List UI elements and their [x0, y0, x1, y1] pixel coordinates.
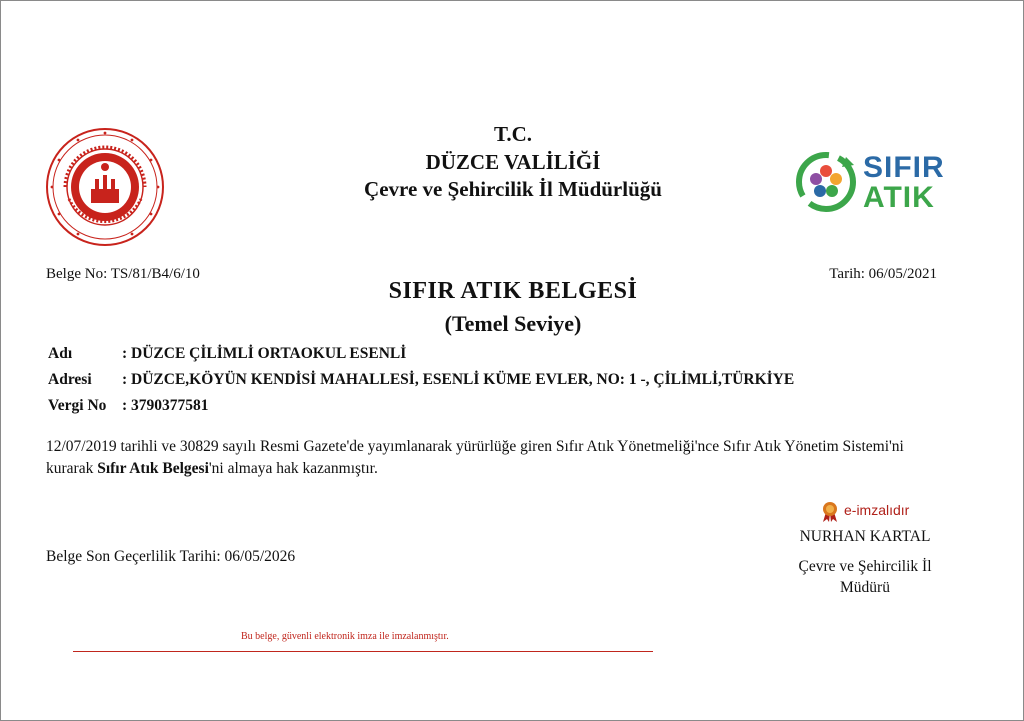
esign-label: e-imzalıdır [844, 502, 910, 518]
header-directorate: Çevre ve Şehircilik İl Müdürlüğü [364, 177, 662, 201]
document-number: Belge No: TS/81/B4/6/10 [46, 266, 200, 282]
validity-date: Belge Son Geçerlilik Tarihi: 06/05/2026 [46, 548, 296, 565]
logo-text-atik: ATIK [863, 181, 935, 214]
certificate-title: SIFIR ATIK BELGESİ [388, 278, 638, 304]
statement-bold: Sıfır Atık Belgesi [97, 460, 209, 477]
statement-part-2: 'ni almaya hak kazanmıştır. [208, 460, 378, 477]
header-governorship: DÜZCE VALİLİĞİ [425, 150, 601, 174]
footer-divider [73, 651, 653, 652]
info-value-tax-number: : 3790377581 [122, 397, 209, 414]
info-label-tax-number: Vergi No [48, 397, 107, 414]
header-tc: T.C. [493, 122, 533, 146]
certificate-statement [46, 436, 946, 480]
signer-title-line-1: Çevre ve Şehircilik İl [798, 558, 932, 575]
document-date: Tarih: 06/05/2021 [829, 266, 937, 282]
signer-title [781, 556, 949, 598]
certificate-subtitle: (Temel Seviye) [444, 311, 582, 336]
signer-title-line-2: Müdürü [840, 579, 890, 596]
signer-name: NURHAN KARTAL [799, 528, 931, 545]
info-label-name: Adı [48, 345, 73, 362]
ribbon-badge-icon [821, 501, 839, 523]
statement-part-1: 12/07/2019 tarihli ve 30829 sayılı Resmi Gazete'de yayımlanarak yürürlüğe giren Sıfır Atık Yönetmeliği'nce Sıfır Atık Yönetim Sistemi'ni kurarak [46, 438, 904, 477]
info-value-name: : DÜZCE ÇİLİMLİ ORTAOKUL ESENLİ [122, 345, 407, 362]
footer-esign-note: Bu belge, güvenli elektronik imza ile imzalanmıştır. [241, 631, 449, 642]
logo-text-sifir: SIFIR [863, 151, 945, 184]
info-value-address: : DÜZCE,KÖYÜN KENDİSİ MAHALLESİ, ESENLİ KÜME EVLER, NO: 1 -, ÇİLİMLİ,TÜRKİYE [122, 371, 795, 388]
info-row-tax-number [48, 397, 209, 415]
info-row-name [48, 345, 406, 363]
info-label-address: Adresi [48, 371, 92, 388]
info-row-address [48, 371, 794, 389]
